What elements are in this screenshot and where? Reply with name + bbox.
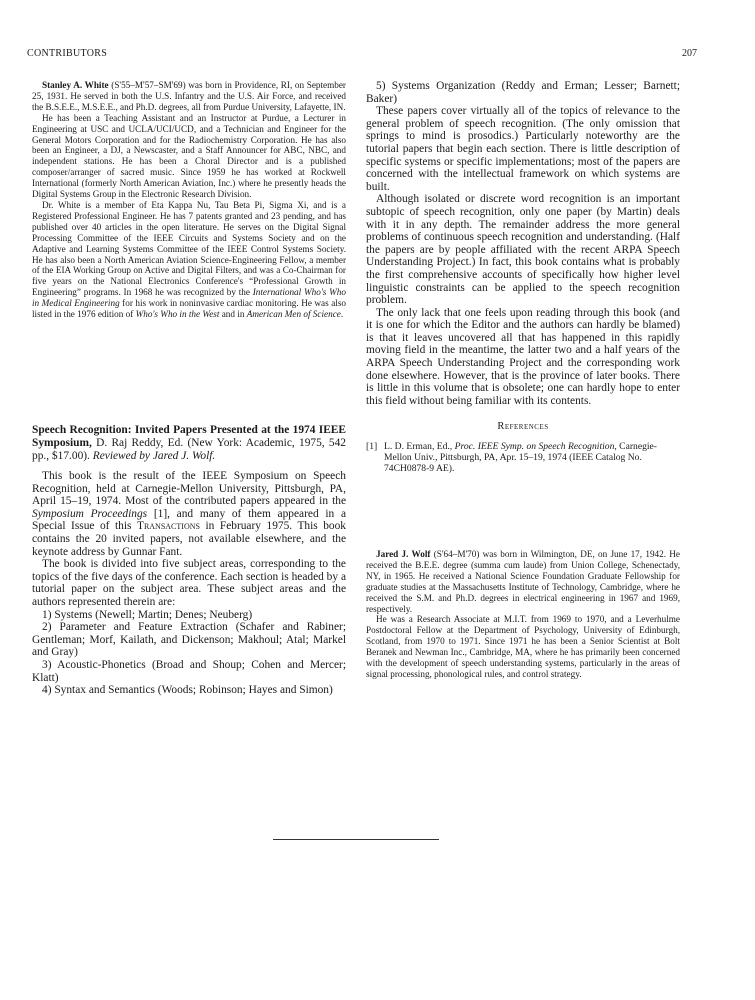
white-bio-paragraph-1: Stanley A. White (S'55–M'57–SM'69) was born in Providence, RI, on September 25, 1931. He served in both the U.S. Infantry and the U.S. Air Force, and received the B.S.E.E., M.S.E.E., and Ph.D. degrees, all from Purdue University, Lafayette, IN. xyxy=(32,80,346,112)
running-head: CONTRIBUTORS xyxy=(27,48,108,59)
reference-item xyxy=(366,441,680,474)
review-paragraph-3: These papers cover virtually all of the topics of relevance to the general problem of speech recognition. (The only omission that springs to mind is prosodics.) Particularly noteworthy are the tutorial papers that begin each section. There is little description of specific systems or specific implementations; most of the papers are concerned with the intellectual framework on which systems are built. xyxy=(366,105,680,193)
book-review-body-right xyxy=(366,80,680,474)
subject-area-5: 5) Systems Organization (Reddy and Erman; Lesser; Barnett; Baker) xyxy=(366,80,680,105)
book-title: Speech Recognition: Invited Papers Presented at the 1974 IEEE Symposium, xyxy=(32,424,346,449)
wolf-bio-paragraph-1: Jared J. Wolf (S'64–M'70) was born in Wilmington, DE, on June 17, 1942. He received the B.E.E. degree (summa cum laude) from Union College, Schenectady, NY, in 1965. He received a National Science Foundation Graduate Fellowship for graduate studies at the Massachusetts Institute of Technology, Cambridge, where he received the S.M. and Ph.D. degrees in electrical engineering in 1967 and 1969, respectively. xyxy=(366,549,681,614)
review-paragraph-5: The only lack that one feels upon reading through this book (and it is one for which the Editor and the authors can hardly be blamed) is that it leaves uncovered all that has happened in this rapidly moving field in the meantime, the latter two and a half years of the ARPA Speech Understanding Project and the corresponding work done elsewhere. However, that is the province of later books. There is little in this volume that is obsolete; one can hardly hope to enter this field without being familiar with its contents. xyxy=(366,306,680,407)
review-paragraph-4: Although isolated or discrete word recognition is an important subtopic of speech recognition, only one paper (by Martin) deals with it in any depth. The remainder address the more general problems of continuous speech recognition and understanding. (Half the papers are by people affiliated with the recent ARPA Speech Understanding Project.) In fact, this book contains what is probably the first comprehensive accounts of specifically how higher level linguistic constraints can be applied to the speech recognition problem. xyxy=(366,193,680,307)
wolf-bio-paragraph-2: He was a Research Associate at M.I.T. from 1969 to 1970, and a Leverhulme Postdoctoral Fellow at the Department of Psychology, University of Edinburgh, Scotland, from 1970 to 1971. Since 1971 he has been a Senior Scientist at Bolt Beranek and Newman Inc., Cambridge, MA, where he has primarily been concerned with the development of speech understanding systems, particularly in the areas of signal processing, phonological rules, and control strategy. xyxy=(366,614,680,679)
review-paragraph-2: The book is divided into five subject areas, corresponding to the topics of the five days of the conference. Each section is headed by a tutorial paper on the subject area. These subject areas and the authors represented therein are: xyxy=(32,558,346,608)
author-name: Stanley A. White xyxy=(42,80,109,90)
subject-area-3: 3) Acoustic-Phonetics (Broad and Shoup; Cohen and Mercer; Klatt) xyxy=(32,658,346,684)
book-citation: D. Raj Reddy, Ed. (New York: Academic, 1975, 542 pp., $17.00). xyxy=(32,436,346,462)
subject-area-2: 2) Parameter and Feature Extraction (Schafer and Rabiner; Gentleman; Morf, Kailath, and Dickenson; Makhoul; Atal; Markel and Gray) xyxy=(32,621,346,659)
end-rule-divider xyxy=(273,839,439,840)
wolf-biography xyxy=(366,549,680,680)
reference-number: [1] xyxy=(366,441,378,453)
references-heading: References xyxy=(497,421,549,433)
subject-area-4: 4) Syntax and Semantics (Woods; Robinson; Hayes and Simon) xyxy=(42,684,333,697)
subject-area-1: 1) Systems (Newell; Martin; Denes; Neuberg) xyxy=(42,608,253,621)
reviewer: Reviewed by Jared J. Wolf. xyxy=(92,449,216,462)
white-biography xyxy=(32,80,346,320)
author-name: Jared J. Wolf xyxy=(376,549,431,559)
reference-text: L. D. Erman, Ed., Proc. IEEE Symp. on Speech Recognition, Carnegie-Mellon Univ., Pittsburgh, PA, Apr. 15–19, 1974 (IEEE Catalog No. 74CH0878-9 AE). xyxy=(384,441,657,475)
white-bio-paragraph-2: He has been a Teaching Assistant and an Instructor at Purdue, a Lecturer in Engineering at USC and UCLA/UCI/UCD, and a Technician and Engineer for the General Motors Corporation and for the Radiochemistry Corporation. He has also been an Engineer, a DJ, a Newscaster, and a Staff Announcer for ABC, NBC, and independent stations. He has been a Choral Director and is a published composer/arranger of sacred music. Since 1959 he has worked at Rockwell International (formerly North American Aviation, Inc.) where he presently heads the Digital Systems Group in the Electronic Research Division. xyxy=(32,112,346,200)
book-review-body-left xyxy=(32,470,346,697)
book-review-heading xyxy=(32,424,346,462)
white-bio-paragraph-3: Dr. White is a member of Eta Kappa Nu, Tau Beta Pi, Sigma Xi, and is a Registered Professional Engineer. He has 7 patents granted and 23 pending, and has published over 40 articles in the open literature. He serves on the Digital Signal Processing Committee of the IEEE Circuits and Systems Society and on the Adaptive and Learning Systems Committee of the IEEE Control Systems Society. He has also been a North American Aviation Science-Engineering Fellow, a member of the EIA Working Group on Active and Digital Filters, and was a Co-Chairman for five years on the National Electronics Conference's “Professional Growth in Engineering” programs. In 1968 he was recognized by the International Who's Who in Medical Engineering for his work in noninvasive cardiac monitoring. He was also listed in the 1976 edition of Who's Who in the West and in American Men of Science. xyxy=(32,199,346,320)
page-number: 207 xyxy=(682,48,697,59)
review-paragraph-1: This book is the result of the IEEE Symposium on Speech Recognition, held at Carnegie-Mellon University, Pittsburgh, PA, April 15–19, 1974. Most of the contributed papers appeared in the Symposium Proceedings [1], and many of them appeared in a Special Issue of this Transactions in February 1975. This book contains the 20 invited papers, not available elsewhere, and the keynote address by Gunnar Fant. xyxy=(32,470,347,558)
